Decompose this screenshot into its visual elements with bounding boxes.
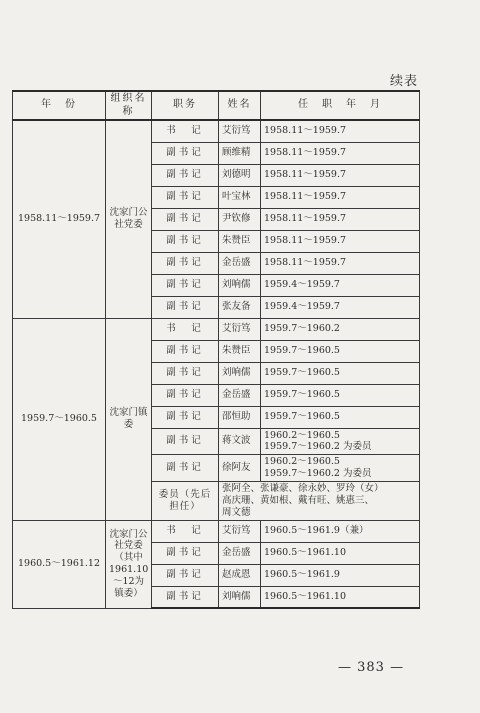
name-cell: 艾衍笃 <box>219 520 261 542</box>
name-cell: 邵恒助 <box>219 406 261 428</box>
term-line: 1960.5～1961.9（兼） <box>264 525 369 537</box>
position-cell: 副书记 <box>152 542 219 564</box>
header-year: 年 份 <box>13 91 106 120</box>
position-cell: 副书记 <box>152 230 219 252</box>
members-list-cell <box>219 482 420 521</box>
position-cell: 书 记 <box>152 318 219 340</box>
leadership-table <box>12 90 420 609</box>
term-cell <box>261 428 420 455</box>
position-cell: 书 记 <box>152 120 219 142</box>
organization-cell: 沈家门镇委 <box>106 318 152 520</box>
table-row <box>13 318 420 340</box>
term-line: 1959.4～1959.7 <box>264 301 340 313</box>
term-line: 1959.7～1960.5 <box>264 345 340 357</box>
term-line: 1959.7～1960.2 <box>264 323 340 335</box>
position-cell: 副书记 <box>152 362 219 384</box>
position-cell: 副书记 <box>152 252 219 274</box>
term-line: 1958.11～1959.7 <box>264 191 347 203</box>
name-cell: 张友备 <box>219 296 261 318</box>
continuation-label: 续表 <box>389 74 418 89</box>
term-line: 1958.11～1959.7 <box>264 147 347 159</box>
position-cell: 副书记 <box>152 455 219 482</box>
term-line: 1959.7～1960.5 <box>264 367 340 379</box>
name-cell: 刘德明 <box>219 164 261 186</box>
position-cell: 副书记 <box>152 186 219 208</box>
position-cell: 副书记 <box>152 142 219 164</box>
term-cell <box>261 186 420 208</box>
name-cell: 艾衍笃 <box>219 120 261 142</box>
name-cell: 刘响儒 <box>219 274 261 296</box>
table-body <box>13 120 420 608</box>
position-cell: 副书记 <box>152 340 219 362</box>
term-line: 1959.7～1960.5 <box>264 411 340 423</box>
term-cell <box>261 564 420 586</box>
term-line: 1958.11～1959.7 <box>264 257 347 269</box>
term-line: 1959.4～1959.7 <box>264 279 340 291</box>
name-cell: 朱赞臣 <box>219 340 261 362</box>
position-cell: 副书记 <box>152 296 219 318</box>
name-cell: 尹钦修 <box>219 208 261 230</box>
name-cell: 徐阿友 <box>219 455 261 482</box>
term-cell <box>261 230 420 252</box>
term-cell <box>261 296 420 318</box>
organization-cell: 沈家门公社党委（其中1961.10～12为镇委） <box>106 520 152 608</box>
table-row <box>13 120 420 142</box>
term-cell <box>261 120 420 142</box>
term-cell <box>261 455 420 482</box>
term-cell <box>261 542 420 564</box>
term-cell <box>261 406 420 428</box>
term-cell <box>261 274 420 296</box>
name-cell: 金岳盛 <box>219 384 261 406</box>
term-cell <box>261 384 420 406</box>
position-cell: 副书记 <box>152 208 219 230</box>
name-cell: 叶宝林 <box>219 186 261 208</box>
members-line: 张阿全、张谦豪、徐永妙、罗玲（女） <box>222 483 384 494</box>
term-cell <box>261 340 420 362</box>
name-cell: 金岳盛 <box>219 542 261 564</box>
position-cell: 副书记 <box>152 428 219 455</box>
period-cell: 1960.5～1961.12 <box>13 520 106 608</box>
term-cell <box>261 520 420 542</box>
term-line: 1960.2～1960.5 <box>264 456 340 468</box>
position-cell: 副书记 <box>152 384 219 406</box>
header-name: 姓名 <box>219 91 261 120</box>
name-cell: 金岳盛 <box>219 252 261 274</box>
name-cell: 艾衍笃 <box>219 318 261 340</box>
members-label-cell: 委员（先后担任） <box>152 482 219 521</box>
term-line: 1959.7～1960.5 <box>264 389 340 401</box>
members-line: 周文德 <box>222 506 251 518</box>
term-cell <box>261 252 420 274</box>
term-line: 1959.7～1960.2 为委员 <box>264 441 372 453</box>
term-line: 1958.11～1959.7 <box>264 235 347 247</box>
term-cell <box>261 318 420 340</box>
term-line: 1960.5～1961.10 <box>264 590 347 602</box>
term-line: 1960.5～1961.10 <box>264 547 347 559</box>
term-line: 1959.7～1960.2 为委员 <box>264 468 372 480</box>
term-cell <box>261 362 420 384</box>
term-line: 1958.11～1959.7 <box>264 125 347 137</box>
name-cell: 顾维精 <box>219 142 261 164</box>
term-cell <box>261 586 420 608</box>
table-header-row <box>13 91 420 120</box>
header-term: 任 职 年 月 <box>261 91 420 120</box>
position-cell: 副书记 <box>152 274 219 296</box>
term-cell <box>261 208 420 230</box>
members-line: 高庆珊、黄如根、戴有旺、姚惠三、 <box>222 494 375 506</box>
term-line: 1960.2～1960.5 <box>264 429 340 441</box>
header-position: 职务 <box>152 91 219 120</box>
page-number: — 383 — <box>338 660 405 675</box>
position-cell: 副书记 <box>152 164 219 186</box>
position-cell: 副书记 <box>152 564 219 586</box>
name-cell: 赵成恩 <box>219 564 261 586</box>
position-cell: 书 记 <box>152 520 219 542</box>
name-cell: 蒋文波 <box>219 428 261 455</box>
term-line: 1958.11～1959.7 <box>264 169 347 181</box>
position-cell: 副书记 <box>152 406 219 428</box>
period-cell: 1958.11～1959.7 <box>13 120 106 318</box>
table-row <box>13 520 420 542</box>
name-cell: 刘响儒 <box>219 362 261 384</box>
organization-cell: 沈家门公社党委 <box>106 120 152 318</box>
term-cell <box>261 164 420 186</box>
term-line: 1958.11～1959.7 <box>264 213 347 225</box>
term-cell <box>261 142 420 164</box>
period-cell: 1959.7～1960.5 <box>13 318 106 520</box>
name-cell: 刘响儒 <box>219 586 261 608</box>
position-cell: 副书记 <box>152 586 219 608</box>
header-org: 组织名称 <box>106 91 152 120</box>
term-line: 1960.5～1961.9 <box>264 569 340 581</box>
name-cell: 朱赞臣 <box>219 230 261 252</box>
